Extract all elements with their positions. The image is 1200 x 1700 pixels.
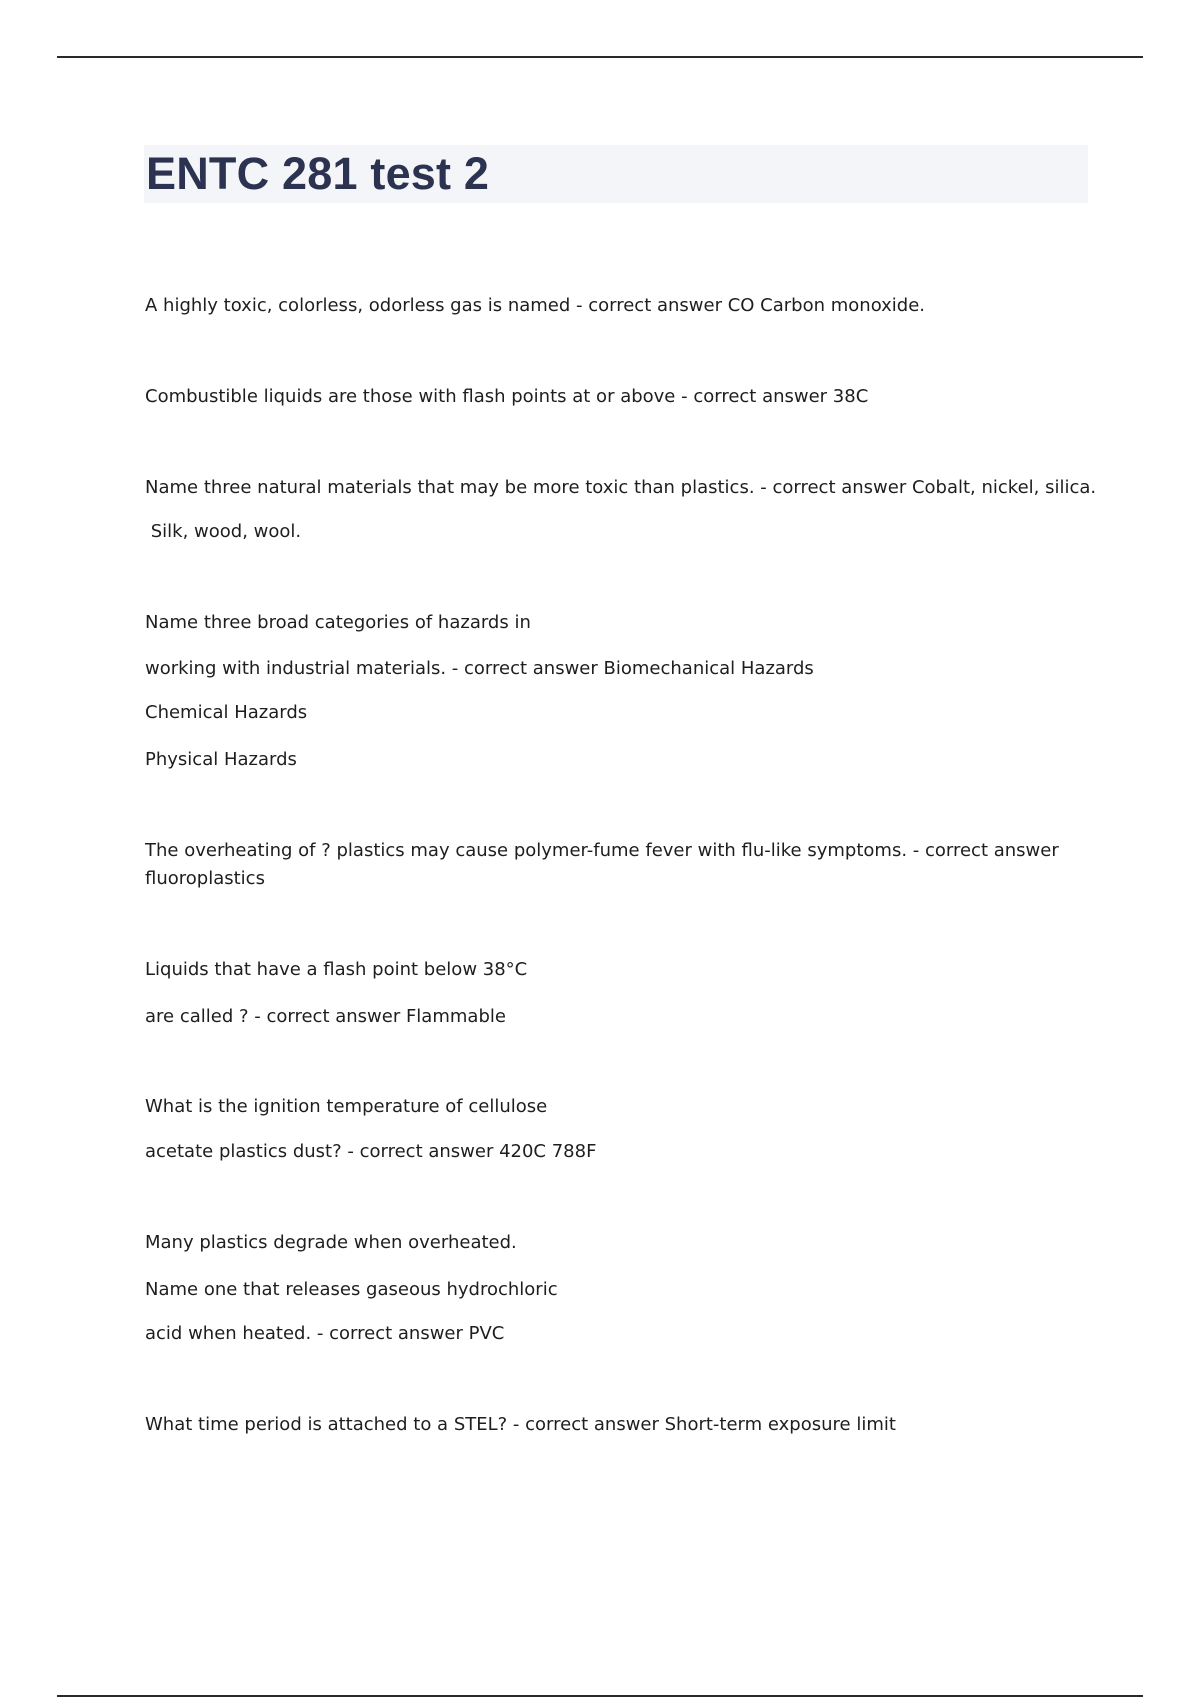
answer-line: The overheating of ? plastics may cause polymer-fume fever with flu-like symptoms. - correct answer: [145, 840, 1059, 861]
answer-line: fluoroplastics: [145, 868, 265, 889]
answer-line: Name three broad categories of hazards in: [145, 612, 531, 633]
answer-line: Name one that releases gaseous hydrochloric: [145, 1279, 558, 1300]
answer-line: Name three natural materials that may be more toxic than plastics. - correct answer Cobalt, nickel, silica.: [145, 477, 1097, 498]
answer-line: What is the ignition temperature of cellulose: [145, 1096, 548, 1117]
page-title: ENTC 281 test 2: [146, 148, 490, 199]
answer-line: are called ? - correct answer Flammable: [145, 1006, 506, 1027]
answer-line: acetate plastics dust? - correct answer 420C 788F: [145, 1141, 597, 1162]
answer-line: acid when heated. - correct answer PVC: [145, 1323, 505, 1344]
answer-line: Combustible liquids are those with flash points at or above - correct answer 38C: [145, 386, 869, 407]
answer-line: Silk, wood, wool.: [145, 521, 302, 542]
top-rule: [57, 56, 1143, 58]
bottom-rule: [57, 1695, 1143, 1697]
answer-line: Physical Hazards: [145, 749, 297, 770]
answer-line: Many plastics degrade when overheated.: [145, 1232, 517, 1253]
answer-line: working with industrial materials. - correct answer Biomechanical Hazards: [145, 658, 814, 679]
answer-line: Liquids that have a flash point below 38°C: [145, 959, 528, 980]
answer-line: Chemical Hazards: [145, 702, 308, 723]
answer-line: What time period is attached to a STEL? - correct answer Short-term exposure limit: [145, 1414, 896, 1435]
answer-line: A highly toxic, colorless, odorless gas is named - correct answer CO Carbon monoxide.: [145, 295, 926, 316]
